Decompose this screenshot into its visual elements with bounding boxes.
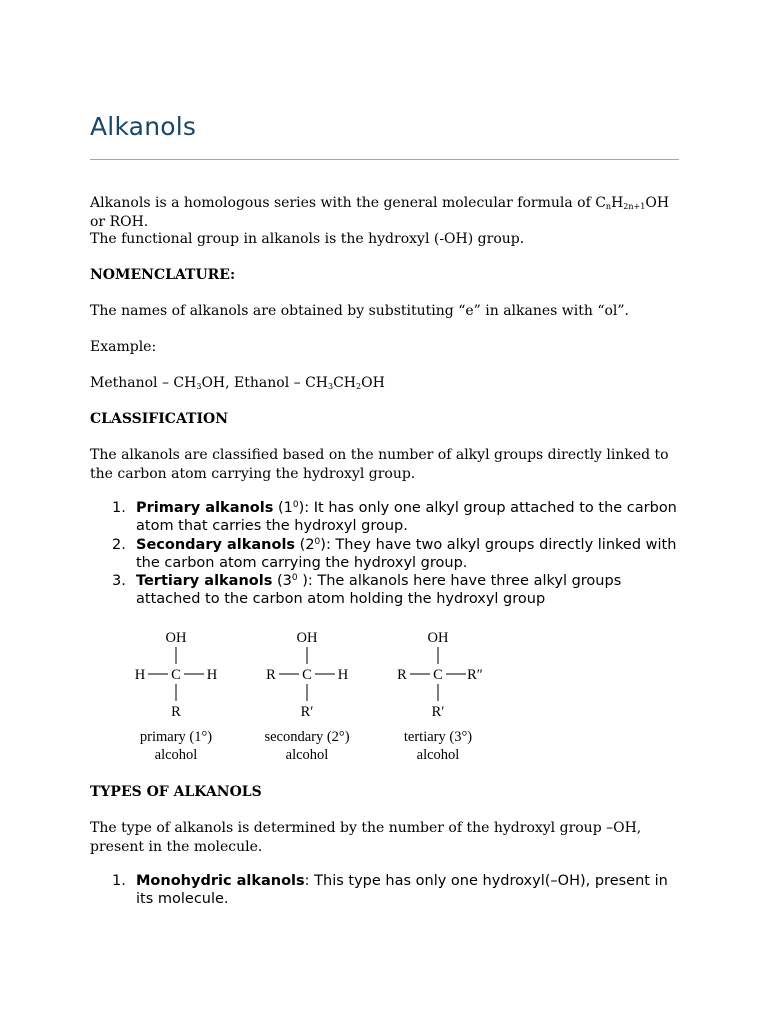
- list-item: 1. Monohydric alkanols: This type has only one hydroxyl(–OH), present in its molecule.: [112, 873, 668, 908]
- list-item: 3. Tertiary alkanols ($3^0$ ): The alkanols here have three alkyl groups attached to the carbon atom holding the hydroxyl group: [112, 573, 622, 608]
- title-divider: [90, 159, 679, 160]
- types-text: The type of alkanols is determined by the number of the hydroxyl group –OH, present in the molecule.: [90, 820, 642, 855]
- classification-heading: CLASSIFICATION: [90, 411, 228, 427]
- tertiary-left-label: R: [397, 667, 407, 683]
- page-title: Alkanols: [90, 112, 197, 141]
- primary-center-label: C: [171, 667, 181, 683]
- tertiary-right-label: R″: [467, 667, 483, 683]
- primary-left-label: H: [134, 667, 146, 683]
- tertiary-caption-alcohol: alcohol: [416, 747, 460, 763]
- term-tertiary: Tertiary alkanols: [136, 573, 273, 590]
- secondary-alcohol-structure: [264, 630, 349, 763]
- tertiary-bottom-label: R′: [431, 704, 445, 720]
- nomenclature-text: The names of alkanols are obtained by substituting “e” in alkanes with “ol”.: [90, 303, 630, 319]
- primary-caption-alcohol: alcohol: [154, 747, 198, 763]
- tertiary-center-label: C: [433, 667, 443, 683]
- types-heading: TYPES OF ALKANOLS: [90, 784, 262, 800]
- tertiary-caption: tertiary (3°): [403, 729, 473, 745]
- classification-list: [90, 499, 680, 609]
- primary-bottom-label: R: [171, 704, 181, 720]
- secondary-caption: secondary (2°): [264, 729, 350, 745]
- secondary-right-label: H: [337, 667, 349, 683]
- alcohol-structures-diagram: [120, 620, 510, 770]
- term-monohydric: Monohydric alkanols: [136, 873, 305, 889]
- nomenclature-heading: NOMENCLATURE:: [90, 267, 236, 283]
- types-list: [90, 872, 680, 909]
- classification-text: The alkanols are classified based on the number of alkyl groups directly linked to the carbon atom carrying the hydroxyl group.: [90, 447, 669, 482]
- list-item: 2. Secondary alkanols $(2^0)$: They have two alkyl groups directly linked with the carbon atom carrying the hydroxyl group.: [112, 536, 677, 571]
- term-secondary: Secondary alkanols: [136, 536, 296, 553]
- example-formulas: Methanol – $CH_3OH$, Ethanol – $CH_3CH_2OH$: [90, 375, 385, 391]
- intro-paragraph-functional-group: The functional group in alkanols is the hydroxyl (-OH) group.: [90, 231, 525, 247]
- secondary-bottom-label: R′: [300, 704, 314, 720]
- primary-caption: primary (1°): [139, 729, 213, 745]
- primary-right-label: H: [206, 667, 218, 683]
- tertiary-top-label: OH: [427, 630, 449, 646]
- secondary-top-label: OH: [296, 630, 318, 646]
- example-label: Example:: [90, 339, 157, 355]
- primary-alcohol-structure: [135, 630, 218, 763]
- term-primary: Primary alkanols: [136, 500, 274, 516]
- tertiary-alcohol-structure: [397, 630, 483, 763]
- primary-top-label: OH: [165, 630, 187, 646]
- list-item: 1. Primary alkanols $(1^0)$: It has only one alkyl group attached to the carbon atom that carries the hydroxyl group.: [112, 500, 677, 535]
- secondary-caption-alcohol: alcohol: [285, 747, 329, 763]
- secondary-left-label: R: [266, 667, 276, 683]
- intro-paragraph-formula: Alkanols is a homologous series with the general molecular formula of $C_nH_{2n+1}OH$ or ROH.: [90, 195, 670, 230]
- secondary-center-label: C: [302, 667, 312, 683]
